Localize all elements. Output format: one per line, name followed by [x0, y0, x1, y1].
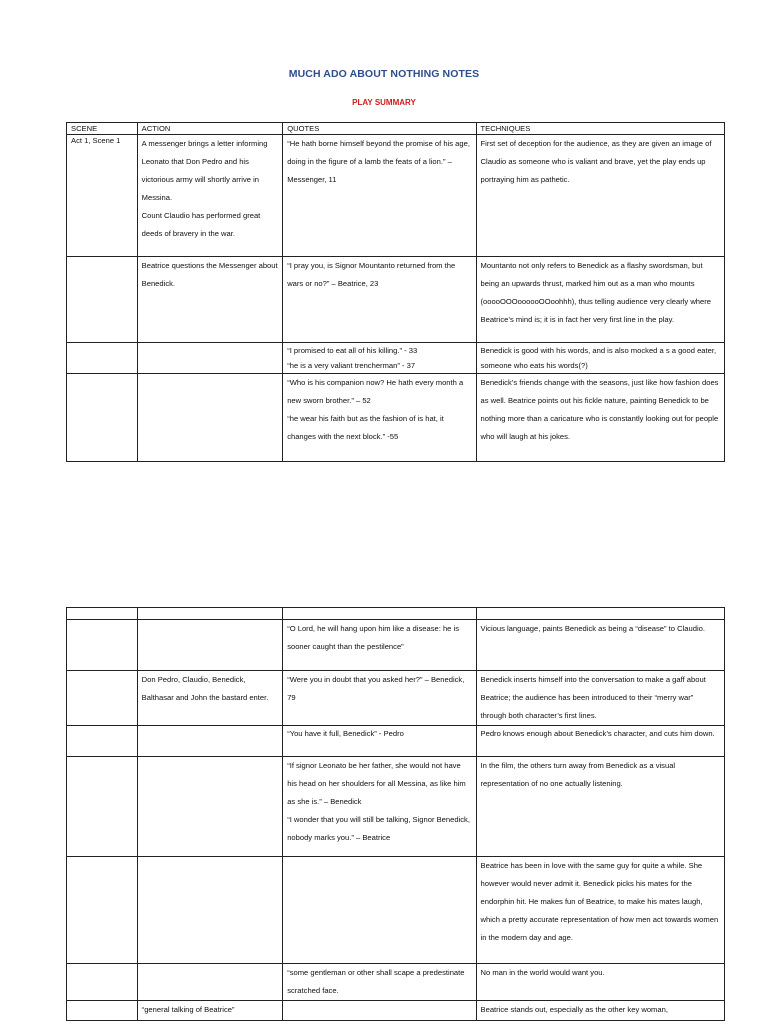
scene-cell: [67, 1001, 138, 1021]
header-quotes: QUOTES: [283, 123, 476, 135]
table-row: [67, 671, 725, 726]
notes-table-page-2: [66, 607, 725, 1021]
document-title: MUCH ADO ABOUT NOTHING NOTES: [288, 68, 480, 80]
techniques-cell: Vicious language, paints Benedick as being a “disease” to Claudio.: [476, 620, 724, 671]
table-row: [67, 620, 725, 671]
quotes-cell: [283, 857, 476, 964]
table-row: [67, 257, 725, 343]
techniques-cell: In the film, the others turn away from Benedick as a visual representation of no one actually listening.: [476, 757, 724, 857]
table-header-row: [67, 123, 725, 135]
quotes-cell: “If signor Leonato be her father, she would not have his head on her shoulders for all Messina, as like him as she is.” – Benedick “I wonder that you will still be talking, Signor Benedick, nobody marks you.” – Beatrice: [283, 757, 476, 857]
header-scene: SCENE: [67, 123, 138, 135]
action-cell: [137, 964, 283, 1001]
action-cell: [137, 757, 283, 857]
scene-cell: [67, 620, 138, 671]
scene-cell: [67, 726, 138, 757]
techniques-cell: Mountanto not only refers to Benedick as a flashy swordsman, but being an upwards thrust, marked him out as a man who mounts (ooooOOOoooooOOoohhh), thus telling audience very clearly where Beatrice’s mind is; it is in fact her very first line in the play.: [476, 257, 724, 343]
document-subtitle: PLAY SUMMARY: [352, 98, 416, 107]
action-cell: Don Pedro, Claudio, Benedick, Balthasar and John the bastard enter.: [137, 671, 283, 726]
techniques-cell: First set of deception for the audience, as they are given an image of Claudio as someone who is valiant and brave, yet the play ends up portraying him as pathetic.: [476, 135, 724, 257]
quotes-cell: “You have it full, Benedick” - Pedro: [283, 726, 476, 757]
quotes-cell: “Who is his companion now? He hath every month a new sworn brother.” – 52 “he wear his faith but as the fashion of is hat, it changes with the next block.” -55: [283, 374, 476, 462]
scene-cell: [67, 671, 138, 726]
header-action: ACTION: [137, 123, 283, 135]
table-row: [67, 726, 725, 757]
techniques-cell: Beatrice has been in love with the same guy for quite a while. She however would never admit it. Benedick picks his mates for the endorphin hit. He makes fun of Beatrice, to make his mates laugh, which a pretty accurate representation of how men act towards women in the modern day and age.: [476, 857, 724, 964]
techniques-cell: No man in the world would want you.: [476, 964, 724, 1001]
table-row: [67, 1001, 725, 1021]
techniques-cell: Benedick is good with his words, and is also mocked a s a good eater, someone who eats his words(?): [476, 343, 724, 374]
scene-cell: [67, 343, 138, 374]
techniques-cell: Benedick’s friends change with the seasons, just like how fashion does as well. Beatrice points out his fickle nature, painting Benedick to be nothing more than a caricature who is constantly looking out for people who will laugh at his jokes.: [476, 374, 724, 462]
table-row: [67, 135, 725, 257]
quotes-cell: “Were you in doubt that you asked her?” – Benedick, 79: [283, 671, 476, 726]
scene-cell: [67, 257, 138, 343]
quotes-cell: “O Lord, he will hang upon him like a disease: he is sooner caught than the pestilence”: [283, 620, 476, 671]
scene-cell: [67, 374, 138, 462]
quotes-cell: [283, 1001, 476, 1021]
table-row: [67, 857, 725, 964]
quotes-cell: “I pray you, is Signor Mountanto returned from the wars or no?” – Beatrice, 23: [283, 257, 476, 343]
action-cell: [137, 374, 283, 462]
scene-cell: [67, 608, 138, 620]
action-cell: [137, 857, 283, 964]
table-row: [67, 374, 725, 462]
techniques-cell: Pedro knows enough about Benedick’s character, and cuts him down.: [476, 726, 724, 757]
techniques-cell: Benedick inserts himself into the conversation to make a gaff about Beatrice; the audience has been introduced to their “merry war” through both character’s first lines.: [476, 671, 724, 726]
notes-table-page-1: [66, 122, 725, 462]
action-cell: “general talking of Beatrice”: [137, 1001, 283, 1021]
table-row: [67, 964, 725, 1001]
table-row: [67, 608, 725, 620]
scene-cell: [67, 857, 138, 964]
header-techniques: TECHNIQUES: [476, 123, 724, 135]
techniques-cell: Beatrice stands out, especially as the other key woman,: [476, 1001, 724, 1021]
table-row: [67, 343, 725, 374]
action-cell: [137, 726, 283, 757]
action-cell: [137, 620, 283, 671]
action-cell: Beatrice questions the Messenger about Benedick.: [137, 257, 283, 343]
scene-cell: [67, 964, 138, 1001]
action-cell: A messenger brings a letter informing Leonato that Don Pedro and his victorious army will shortly arrive in Messina. Count Claudio has performed great deeds of bravery in the war.: [137, 135, 283, 257]
quotes-cell: [283, 608, 476, 620]
techniques-cell: [476, 608, 724, 620]
scene-cell: Act 1, Scene 1: [67, 135, 138, 257]
quotes-cell: “He hath borne himself beyond the promise of his age, doing in the figure of a lamb the feats of a lion.” – Messenger, 11: [283, 135, 476, 257]
quotes-cell: “some gentleman or other shall scape a predestinate scratched face.: [283, 964, 476, 1001]
quotes-cell: “I promised to eat all of his killing.” - 33 “he is a very valiant trencherman” - 37: [283, 343, 476, 374]
scene-cell: [67, 757, 138, 857]
action-cell: [137, 608, 283, 620]
action-cell: [137, 343, 283, 374]
table-row: [67, 757, 725, 857]
